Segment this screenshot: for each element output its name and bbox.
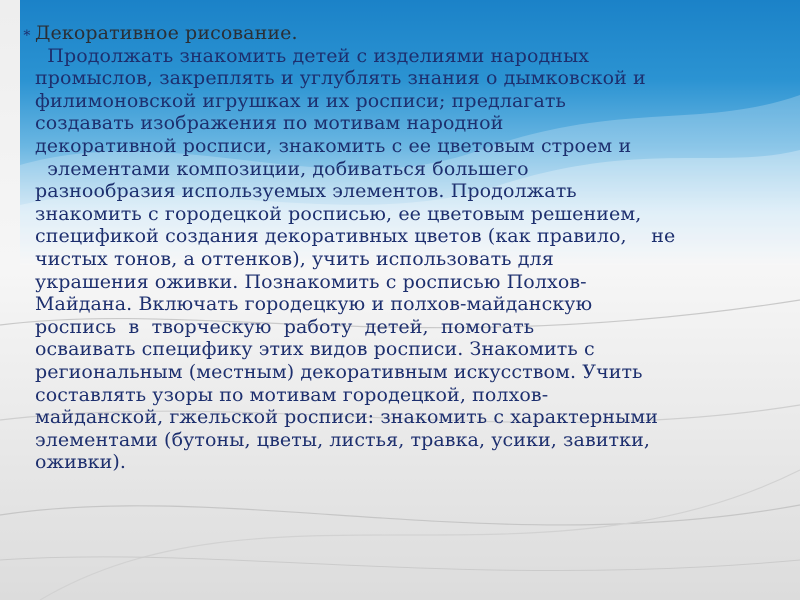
bullet-icon: ∗ (22, 25, 32, 41)
text-line: украшения оживки. Познакомить с росписью Полхов- (35, 270, 587, 293)
text-line: Майдана. Включать городецкую и полхов-майданскую (35, 293, 593, 316)
text-line: составлять узоры по мотивам городецкой, полхов- (35, 383, 549, 406)
text-line: создавать изображения по мотивам народной (35, 112, 504, 135)
text-line: разнообразия используемых элементов. Продолжать (35, 180, 577, 203)
text-line: чистых тонов, а оттенков), учить использовать для (35, 247, 554, 270)
text-line: оживки). (35, 451, 127, 474)
text-line: знакомить с городецкой росписью, ее цветовым решением, (35, 202, 642, 225)
text-line: роспись в творческую работу детей, помогать (35, 315, 535, 338)
text-line: филимоновской игрушках и их росписи; предлагать (35, 89, 566, 112)
text-line: осваивать специфику этих видов росписи. Знакомить с (35, 338, 595, 361)
text-line: элементами композиции, добиваться большего (35, 157, 529, 180)
text-line: спецификой создания декоративных цветов (как правило, не (35, 225, 676, 248)
text-line: промыслов, закреплять и углублять знания о дымковской и (35, 67, 646, 90)
text-line: Продолжать знакомить детей с изделиями народных (35, 44, 590, 67)
text-line: элементами (бутоны, цветы, листья, травка, усики, завитки, (35, 428, 650, 451)
slide-title: Декоративное рисование. (35, 22, 298, 44)
text-line: декоративной росписи, знакомить с ее цветовым строем и (35, 134, 632, 157)
text-line: майданской, гжельской росписи: знакомить с характерными (35, 406, 658, 429)
slide-text (35, 22, 765, 474)
text-line: региональным (местным) декоративным искусством. Учить (35, 360, 643, 383)
